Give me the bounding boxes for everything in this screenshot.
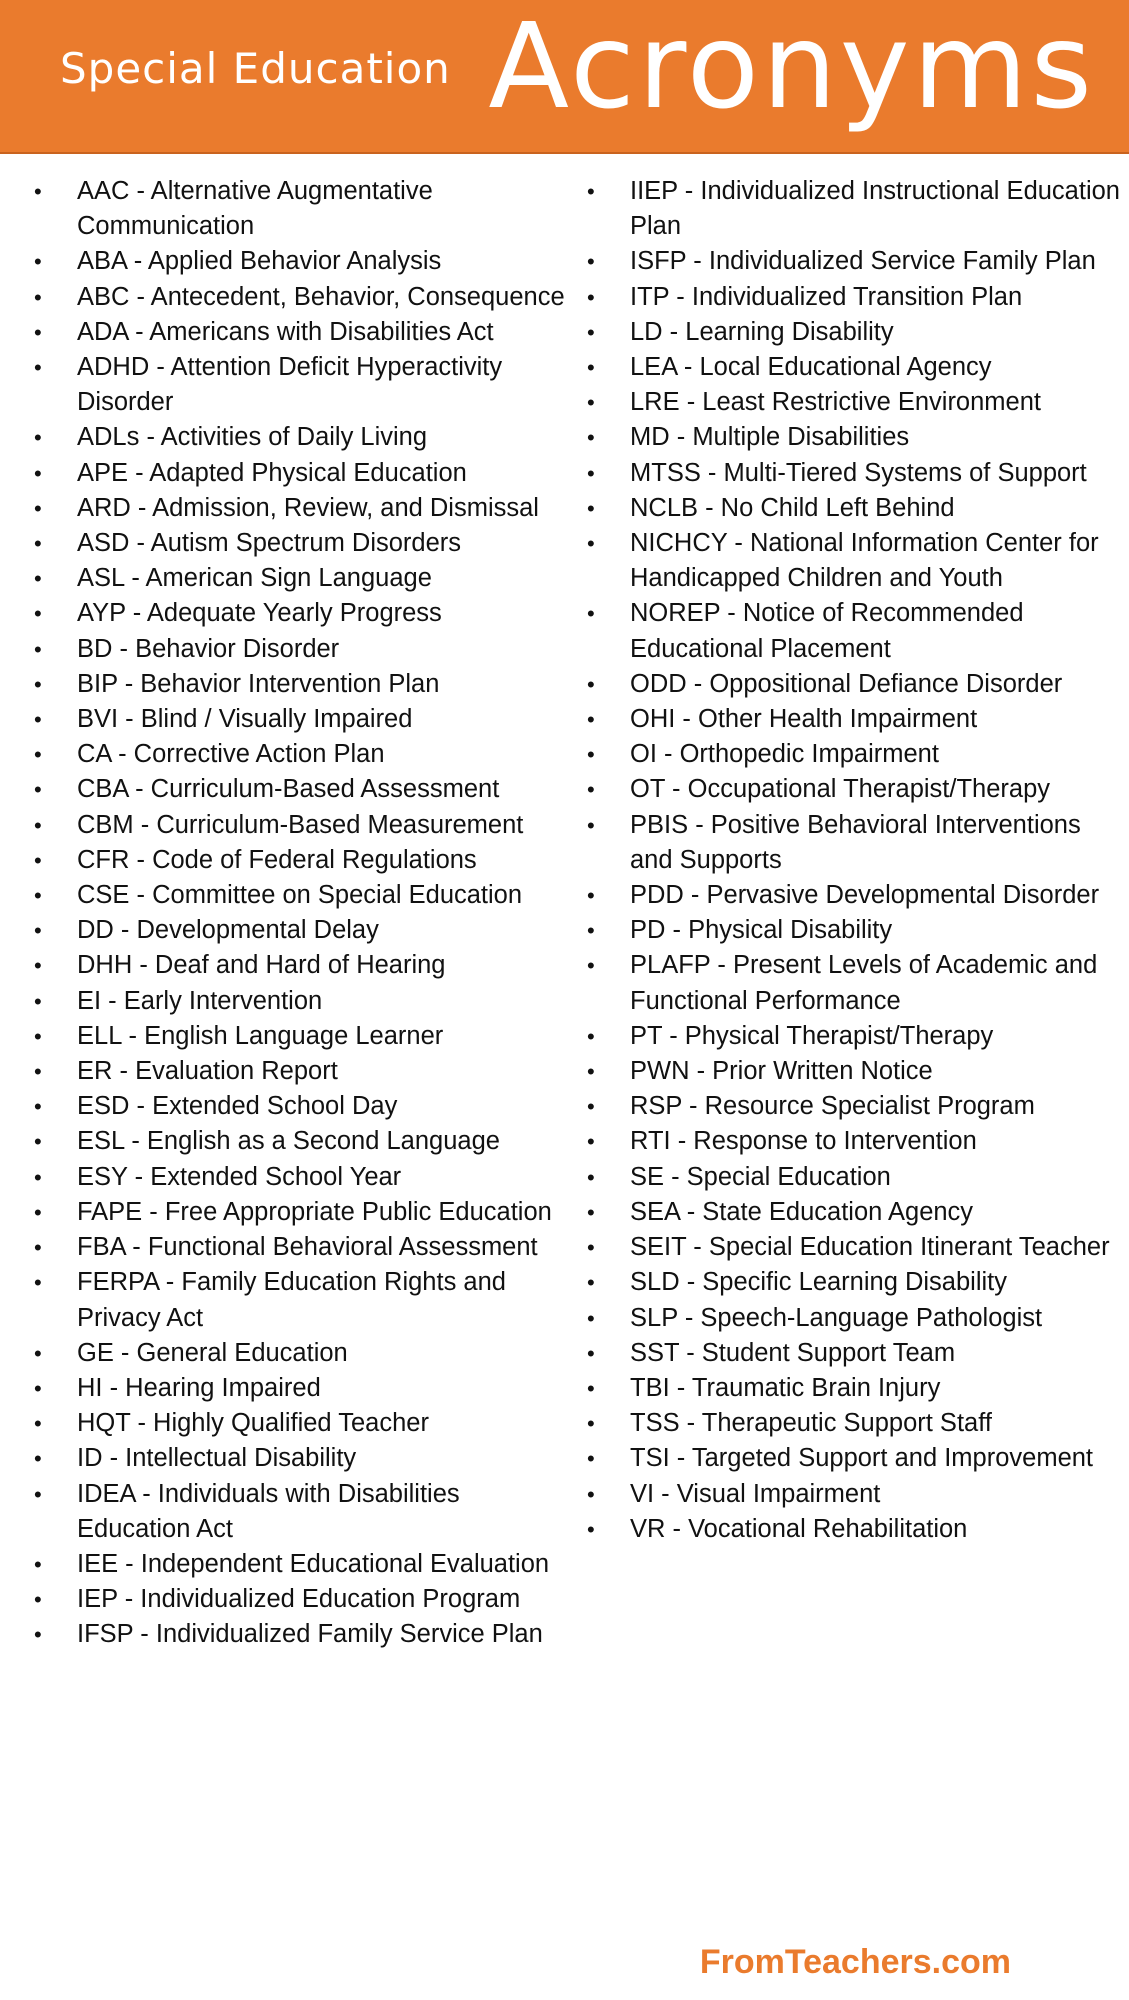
bullet-icon: • — [34, 1270, 42, 1296]
acronym-item — [30, 702, 575, 737]
acronym-text: ARD - Admission, Review, and Dismissal — [77, 493, 539, 522]
bullet-icon: • — [587, 460, 595, 486]
acronym-item — [583, 1406, 1123, 1441]
acronym-text: MD - Multiple Disabilities — [630, 423, 910, 452]
acronym-item — [30, 491, 575, 526]
acronym-text: ESL - English as a Second Language — [77, 1127, 500, 1156]
acronym-text: ELL - English Language Learner — [77, 1021, 444, 1050]
bullet-icon: • — [34, 1411, 42, 1437]
acronym-text: DHH - Deaf and Hard of Hearing — [77, 951, 446, 980]
acronym-item — [30, 315, 575, 350]
right-acronym-list — [583, 174, 1123, 1547]
acronym-item — [583, 526, 1123, 596]
acronym-text: NICHCY - National Information Center for Handicapped Children and Youth — [630, 529, 1099, 593]
acronym-text: BIP - Behavior Intervention Plan — [77, 669, 440, 698]
acronym-item — [30, 174, 575, 244]
acronym-text: TSS - Therapeutic Support Staff — [630, 1409, 992, 1438]
bullet-icon: • — [34, 1340, 42, 1366]
bullet-icon: • — [587, 1411, 595, 1437]
bullet-icon: • — [587, 531, 595, 557]
acronym-item — [583, 280, 1123, 315]
acronym-columns — [0, 174, 1129, 1934]
bullet-icon: • — [587, 1375, 595, 1401]
acronym-text: ID - Intellectual Disability — [77, 1444, 357, 1473]
bullet-icon: • — [587, 883, 595, 909]
acronym-text: AYP - Adequate Yearly Progress — [77, 599, 442, 628]
bullet-icon: • — [587, 355, 595, 381]
acronym-text: IEE - Independent Educational Evaluation — [77, 1549, 550, 1578]
acronym-text: IEP - Individualized Education Program — [77, 1585, 521, 1614]
acronym-item — [30, 1019, 575, 1054]
acronym-text: VR - Vocational Rehabilitation — [630, 1514, 968, 1543]
acronym-item — [583, 737, 1123, 772]
acronym-text: GE - General Education — [77, 1338, 348, 1367]
acronym-item — [30, 420, 575, 455]
acronym-item — [30, 1195, 575, 1230]
acronym-text: HI - Hearing Impaired — [77, 1373, 321, 1402]
bullet-icon: • — [587, 249, 595, 275]
bullet-icon: • — [587, 319, 595, 345]
acronym-item — [30, 456, 575, 491]
acronym-item — [30, 913, 575, 948]
acronym-item — [30, 244, 575, 279]
bullet-icon: • — [587, 1059, 595, 1085]
acronym-text: OT - Occupational Therapist/Therapy — [630, 775, 1051, 804]
bullet-icon: • — [34, 883, 42, 909]
acronym-item — [30, 596, 575, 631]
acronym-text: IIEP - Individualized Instructional Education Plan — [630, 177, 1120, 241]
acronym-item — [30, 737, 575, 772]
acronym-item — [30, 1582, 575, 1617]
bullet-icon: • — [587, 812, 595, 838]
bullet-icon: • — [587, 1516, 595, 1542]
acronym-text: RTI - Response to Intervention — [630, 1127, 977, 1156]
bullet-icon: • — [587, 1094, 595, 1120]
acronym-item — [583, 913, 1123, 948]
acronym-text: ER - Evaluation Report — [77, 1057, 338, 1086]
bullet-icon: • — [34, 179, 42, 204]
bullet-icon: • — [34, 1059, 42, 1085]
acronym-item — [30, 843, 575, 878]
acronym-text: ESY - Extended School Year — [77, 1162, 402, 1191]
bullet-icon: • — [34, 742, 42, 768]
bullet-icon: • — [34, 1587, 42, 1613]
acronym-item — [583, 772, 1123, 807]
acronym-text: PDD - Pervasive Developmental Disorder — [630, 881, 1100, 910]
acronym-text: CFR - Code of Federal Regulations — [77, 845, 477, 874]
acronym-item — [583, 315, 1123, 350]
bullet-icon: • — [34, 531, 42, 557]
acronym-text: NOREP - Notice of Recommended Educational Placement — [630, 599, 1024, 663]
acronym-item — [583, 491, 1123, 526]
acronym-text: IFSP - Individualized Family Service Plan — [77, 1620, 543, 1649]
acronym-item — [30, 1089, 575, 1124]
acronym-text: VI - Visual Impairment — [630, 1479, 881, 1508]
acronym-text: CBA - Curriculum-Based Assessment — [77, 775, 500, 804]
acronym-text: DD - Developmental Delay — [77, 916, 379, 945]
acronym-text: APE - Adapted Physical Education — [77, 458, 467, 487]
acronym-item — [30, 984, 575, 1019]
acronym-text: SEA - State Education Agency — [630, 1197, 974, 1226]
bullet-icon: • — [587, 390, 595, 416]
acronym-item — [30, 1617, 575, 1652]
acronym-item — [30, 1160, 575, 1195]
bullet-icon: • — [34, 953, 42, 979]
bullet-icon: • — [34, 284, 42, 310]
acronym-text: AAC - Alternative Augmentative Communication — [77, 177, 433, 241]
footer-brand: FromTeachers.com — [699, 1943, 1011, 1981]
bullet-icon: • — [587, 1164, 595, 1190]
acronym-text: BVI - Blind / Visually Impaired — [77, 705, 413, 734]
acronym-text: SLP - Speech-Language Pathologist — [630, 1303, 1043, 1332]
bullet-icon: • — [34, 355, 42, 381]
acronym-item — [30, 1336, 575, 1371]
bullet-icon: • — [587, 1481, 595, 1507]
acronym-text: LEA - Local Educational Agency — [630, 353, 992, 382]
bullet-icon: • — [34, 566, 42, 592]
acronym-text: CBM - Curriculum-Based Measurement — [77, 810, 524, 839]
acronym-text: SLD - Specific Learning Disability — [630, 1268, 1007, 1297]
bullet-icon: • — [587, 1446, 595, 1472]
acronym-item — [583, 702, 1123, 737]
acronym-item — [583, 1195, 1123, 1230]
acronym-item — [30, 280, 575, 315]
acronym-item — [583, 1019, 1123, 1054]
acronym-text: ABC - Antecedent, Behavior, Consequence — [77, 282, 565, 311]
acronym-item — [583, 1265, 1123, 1300]
acronym-item — [30, 1477, 575, 1547]
bullet-icon: • — [34, 671, 42, 697]
acronym-text: ADLs - Activities of Daily Living — [77, 423, 428, 452]
acronym-item — [583, 1371, 1123, 1406]
bullet-icon: • — [34, 425, 42, 451]
bullet-icon: • — [587, 1199, 595, 1225]
bullet-icon: • — [34, 601, 42, 627]
acronym-item — [583, 1336, 1123, 1371]
acronym-item — [583, 878, 1123, 913]
acronym-text: ODD - Oppositional Defiance Disorder — [630, 669, 1063, 698]
acronym-item — [583, 456, 1123, 491]
acronym-item — [583, 1301, 1123, 1336]
acronym-text: ABA - Applied Behavior Analysis — [77, 247, 442, 276]
acronym-item — [30, 632, 575, 667]
header-subtitle: Special Education — [60, 44, 451, 93]
acronym-text: HQT - Highly Qualified Teacher — [77, 1409, 429, 1438]
bullet-icon: • — [587, 918, 595, 944]
acronym-text: TBI - Traumatic Brain Injury — [630, 1373, 941, 1402]
acronym-item — [583, 808, 1123, 878]
bullet-icon: • — [34, 1446, 42, 1472]
bullet-icon: • — [34, 812, 42, 838]
left-acronym-list — [30, 174, 575, 1653]
bullet-icon: • — [587, 671, 595, 697]
acronym-text: SEIT - Special Education Itinerant Teacher — [630, 1233, 1110, 1262]
bullet-icon: • — [587, 179, 595, 204]
bullet-icon: • — [34, 460, 42, 486]
acronym-text: OHI - Other Health Impairment — [630, 705, 978, 734]
acronym-item — [583, 350, 1123, 385]
bullet-icon: • — [34, 918, 42, 944]
acronym-item — [30, 526, 575, 561]
acronym-item — [30, 772, 575, 807]
acronym-item — [583, 1160, 1123, 1195]
acronym-text: TSI - Targeted Support and Improvement — [630, 1444, 1094, 1473]
bullet-icon: • — [34, 319, 42, 345]
bullet-icon: • — [587, 953, 595, 979]
bullet-icon: • — [587, 495, 595, 521]
bullet-icon: • — [587, 425, 595, 451]
acronym-item — [30, 1124, 575, 1159]
acronym-item — [583, 1512, 1123, 1547]
bullet-icon: • — [34, 777, 42, 803]
bullet-icon: • — [34, 1235, 42, 1261]
acronym-text: BD - Behavior Disorder — [77, 634, 340, 663]
acronym-item — [583, 948, 1123, 1018]
acronym-text: PWN - Prior Written Notice — [630, 1057, 933, 1086]
acronym-item — [583, 1089, 1123, 1124]
acronym-item — [583, 385, 1123, 420]
acronym-item — [583, 1124, 1123, 1159]
acronym-text: RSP - Resource Specialist Program — [630, 1092, 1035, 1121]
acronym-item — [30, 878, 575, 913]
bullet-icon: • — [587, 1235, 595, 1261]
acronym-item — [583, 174, 1123, 244]
bullet-icon: • — [587, 777, 595, 803]
bullet-icon: • — [34, 1164, 42, 1190]
acronym-item — [583, 244, 1123, 279]
acronym-text: IDEA - Individuals with Disabilities Education Act — [77, 1479, 460, 1543]
acronym-text: FERPA - Family Education Rights and Privacy Act — [77, 1268, 506, 1332]
bullet-icon: • — [587, 1340, 595, 1366]
bullet-icon: • — [587, 1023, 595, 1049]
bullet-icon: • — [34, 1129, 42, 1155]
acronym-item — [583, 596, 1123, 666]
acronym-item — [583, 1230, 1123, 1265]
acronym-item — [583, 667, 1123, 702]
acronym-text: ISFP - Individualized Service Family Plan — [630, 247, 1096, 276]
bullet-icon: • — [34, 1551, 42, 1577]
header-banner — [0, 0, 1129, 154]
bullet-icon: • — [34, 249, 42, 275]
acronym-text: SST - Student Support Team — [630, 1338, 956, 1367]
bullet-icon: • — [34, 707, 42, 733]
acronym-text: FBA - Functional Behavioral Assessment — [77, 1233, 538, 1262]
bullet-icon: • — [34, 1481, 42, 1507]
acronym-text: MTSS - Multi-Tiered Systems of Support — [630, 458, 1087, 487]
acronym-item — [30, 808, 575, 843]
bullet-icon: • — [34, 1622, 42, 1648]
bullet-icon: • — [587, 601, 595, 627]
acronym-text: PD - Physical Disability — [630, 916, 893, 945]
acronym-text: EI - Early Intervention — [77, 986, 323, 1015]
acronym-text: LD - Learning Disability — [630, 317, 894, 346]
acronym-text: OI - Orthopedic Impairment — [630, 740, 939, 769]
acronym-text: PT - Physical Therapist/Therapy — [630, 1021, 994, 1050]
acronym-text: LRE - Least Restrictive Environment — [630, 388, 1041, 417]
acronym-text: SE - Special Education — [630, 1162, 891, 1191]
bullet-icon: • — [587, 1129, 595, 1155]
acronym-item — [30, 561, 575, 596]
bullet-icon: • — [587, 1270, 595, 1296]
bullet-icon: • — [587, 284, 595, 310]
acronym-text: FAPE - Free Appropriate Public Education — [77, 1197, 552, 1226]
bullet-icon: • — [34, 1199, 42, 1225]
acronym-item — [30, 667, 575, 702]
acronym-item — [583, 420, 1123, 455]
acronym-item — [30, 1441, 575, 1476]
acronym-text: PBIS - Positive Behavioral Interventions and Supports — [630, 810, 1081, 874]
acronym-text: PLAFP - Present Levels of Academic and Functional Performance — [630, 951, 1098, 1015]
acronym-item — [30, 1230, 575, 1265]
bullet-icon: • — [34, 847, 42, 873]
acronym-item — [30, 948, 575, 983]
acronym-item — [30, 1054, 575, 1089]
acronym-item — [583, 1054, 1123, 1089]
acronym-text: CA - Corrective Action Plan — [77, 740, 385, 769]
acronym-item — [30, 1547, 575, 1582]
acronym-text: CSE - Committee on Special Education — [77, 881, 523, 910]
acronym-item — [30, 350, 575, 420]
bullet-icon: • — [34, 1023, 42, 1049]
bullet-icon: • — [587, 707, 595, 733]
bullet-icon: • — [34, 636, 42, 662]
bullet-icon: • — [34, 1094, 42, 1120]
acronym-item — [30, 1406, 575, 1441]
acronym-text: ADHD - Attention Deficit Hyperactivity Disorder — [77, 353, 503, 417]
acronym-item — [30, 1265, 575, 1335]
acronym-text: ADA - Americans with Disabilities Act — [77, 317, 494, 346]
bullet-icon: • — [34, 495, 42, 521]
acronym-text: NCLB - No Child Left Behind — [630, 493, 955, 522]
acronym-text: ASL - American Sign Language — [77, 564, 432, 593]
acronym-text: ASD - Autism Spectrum Disorders — [77, 529, 462, 558]
acronym-text: ESD - Extended School Day — [77, 1092, 398, 1121]
bullet-icon: • — [34, 988, 42, 1014]
bullet-icon: • — [34, 1375, 42, 1401]
acronym-item — [583, 1477, 1123, 1512]
bullet-icon: • — [587, 1305, 595, 1331]
acronym-text: ITP - Individualized Transition Plan — [630, 282, 1023, 311]
header-title: Acronyms — [488, 0, 1095, 135]
bullet-icon: • — [587, 742, 595, 768]
acronym-item — [30, 1371, 575, 1406]
acronym-item — [583, 1441, 1123, 1476]
